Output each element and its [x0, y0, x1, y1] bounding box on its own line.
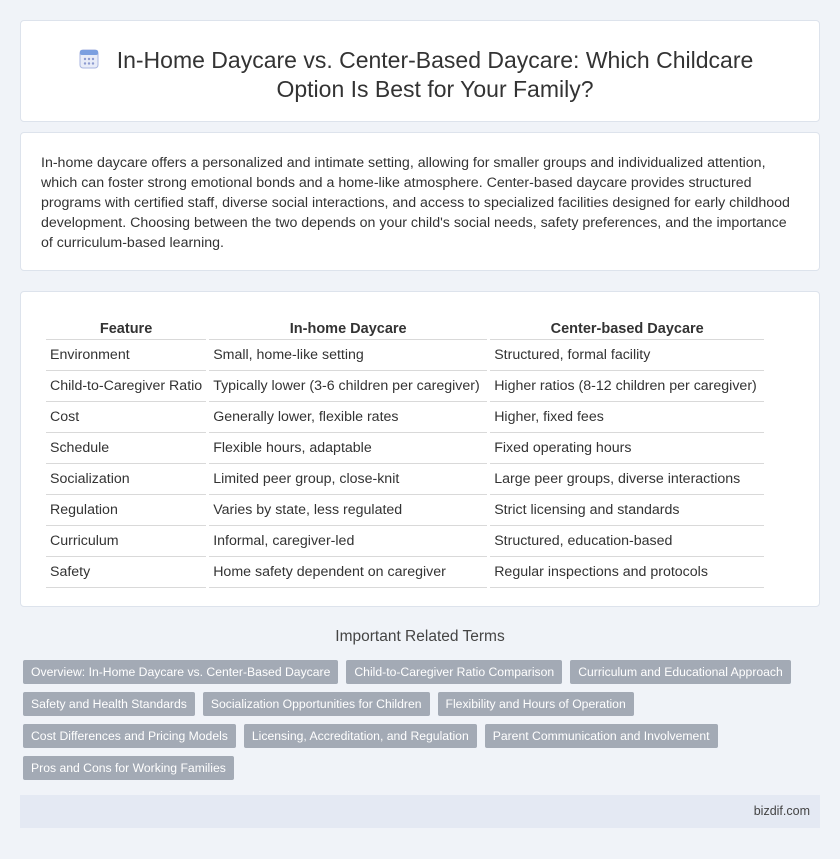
related-term-tag[interactable]: Safety and Health Standards — [23, 692, 195, 716]
feature-cell: Socialization — [46, 464, 206, 495]
intro-card — [20, 132, 820, 271]
column-header-feature: Feature — [46, 312, 206, 340]
in-home-cell: Small, home-like setting — [209, 340, 487, 371]
footer — [20, 795, 820, 828]
intro-paragraph: In-home daycare offers a personalized and intimate setting, allowing for smaller groups and individualized attention, which can foster strong emotional bonds and a home-like atmosphere. Center-based daycare provides structured programs with certified staff, diverse social interactions, and access to specialized facilities designed for early childhood development. Choosing between the two depends on your child's social needs, safety preferences, and the importance of curriculum-based learning. — [41, 155, 790, 251]
related-term-tag[interactable]: Overview: In-Home Daycare vs. Center-Based Daycare — [23, 660, 338, 684]
feature-cell: Child-to-Caregiver Ratio — [46, 371, 206, 402]
feature-cell: Schedule — [46, 433, 206, 464]
related-terms-list — [23, 660, 783, 788]
center-based-cell: Higher, fixed fees — [490, 402, 764, 433]
in-home-cell: Varies by state, less regulated — [209, 495, 487, 526]
tag-row — [23, 724, 783, 748]
feature-cell: Environment — [46, 340, 206, 371]
feature-cell: Curriculum — [46, 526, 206, 557]
center-based-cell: Structured, education-based — [490, 526, 764, 557]
table-row — [46, 464, 764, 495]
related-term-tag[interactable]: Flexibility and Hours of Operation — [438, 692, 634, 716]
table-row — [46, 371, 764, 402]
table-row — [46, 340, 764, 371]
in-home-cell: Flexible hours, adaptable — [209, 433, 487, 464]
tag-row — [23, 660, 783, 684]
table-row — [46, 495, 764, 526]
in-home-cell: Generally lower, flexible rates — [209, 402, 487, 433]
comparison-card — [20, 291, 820, 607]
center-based-cell: Structured, formal facility — [490, 340, 764, 371]
comparison-table — [43, 312, 767, 588]
table-row — [46, 402, 764, 433]
column-header-center-based: Center-based Daycare — [490, 312, 764, 340]
tag-row — [23, 756, 783, 780]
feature-cell: Cost — [46, 402, 206, 433]
center-based-cell: Large peer groups, diverse interactions — [490, 464, 764, 495]
feature-cell: Regulation — [46, 495, 206, 526]
center-based-cell: Strict licensing and standards — [490, 495, 764, 526]
in-home-cell: Home safety dependent on caregiver — [209, 557, 487, 588]
center-based-cell: Fixed operating hours — [490, 433, 764, 464]
related-term-tag[interactable]: Licensing, Accreditation, and Regulation — [244, 724, 477, 748]
feature-cell: Safety — [46, 557, 206, 588]
related-term-tag[interactable]: Pros and Cons for Working Families — [23, 756, 234, 780]
in-home-cell: Informal, caregiver-led — [209, 526, 487, 557]
tag-row — [23, 692, 783, 716]
site-name[interactable]: bizdif.com — [753, 804, 810, 818]
header-card — [20, 20, 820, 122]
related-term-tag[interactable]: Cost Differences and Pricing Models — [23, 724, 236, 748]
center-based-cell: Higher ratios (8-12 children per caregiver) — [490, 371, 764, 402]
center-based-cell: Regular inspections and protocols — [490, 557, 764, 588]
related-term-tag[interactable]: Socialization Opportunities for Children — [203, 692, 430, 716]
column-header-in-home: In-home Daycare — [209, 312, 487, 340]
table-row — [46, 433, 764, 464]
related-term-tag[interactable]: Parent Communication and Involvement — [485, 724, 718, 748]
related-term-tag[interactable]: Curriculum and Educational Approach — [570, 660, 791, 684]
related-term-tag[interactable]: Child-to-Caregiver Ratio Comparison — [346, 660, 562, 684]
table-header-row — [46, 312, 764, 340]
in-home-cell: Typically lower (3-6 children per caregiver) — [209, 371, 487, 402]
in-home-cell: Limited peer group, close-knit — [209, 464, 487, 495]
table-row — [46, 557, 764, 588]
page-title: In-Home Daycare vs. Center-Based Daycare: Which Childcare Option Is Best for Your Family? — [116, 47, 754, 102]
table-row — [46, 526, 764, 557]
related-terms-title: Important Related Terms — [335, 628, 505, 645]
